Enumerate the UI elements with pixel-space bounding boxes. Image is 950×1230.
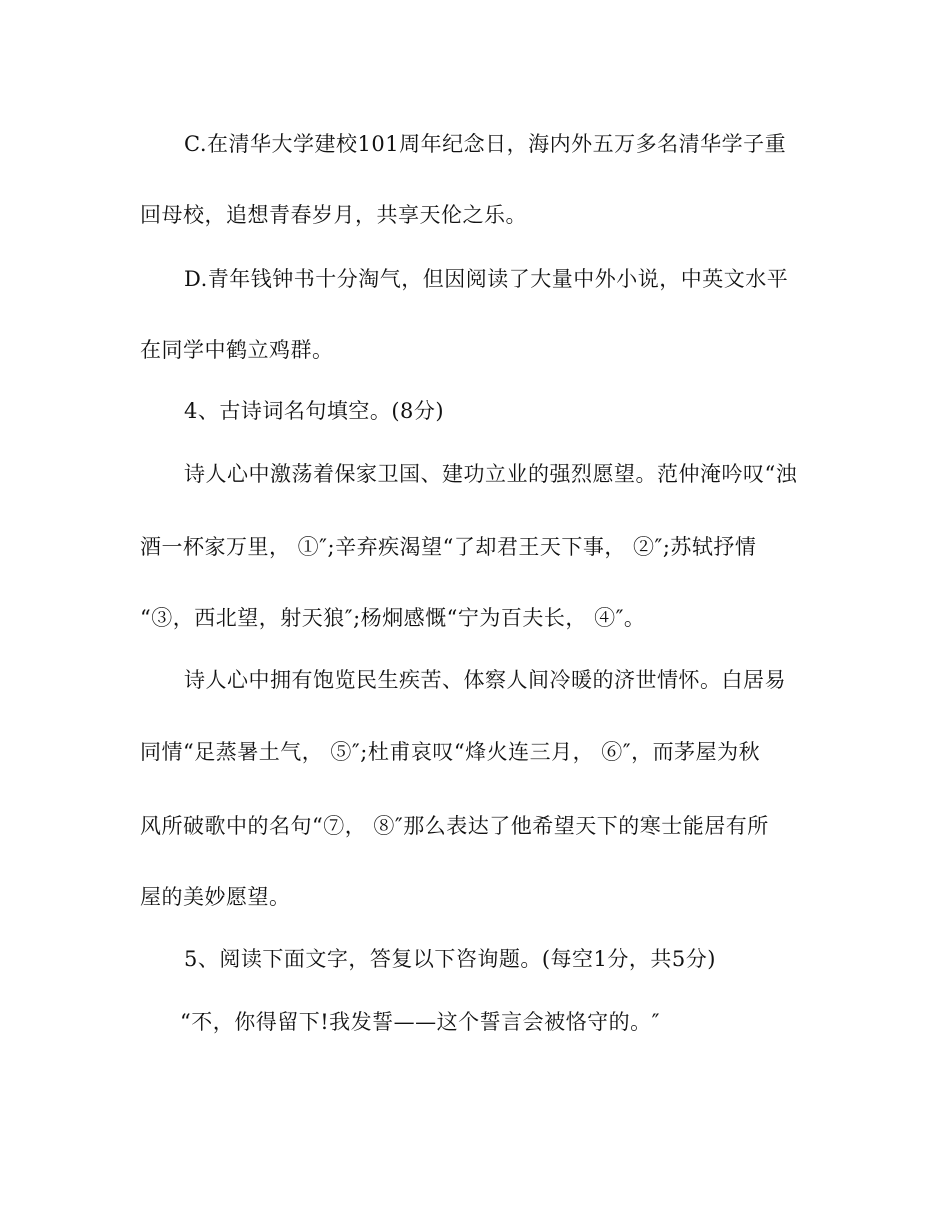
option-d-line-1: D.青年钱钟书十分淘气，但因阅读了大量中外小说，中英文水平	[184, 267, 789, 291]
question-4-paragraph-2-line-1: 诗人心中拥有饱览民生疾苦、体察人间冷暖的济世情怀。白居易	[184, 668, 786, 692]
question-4-paragraph-2-line-3: 风所破歌中的名句“⑦， ⑧″那么表达了他希望天下的寒士能居有所	[140, 814, 769, 838]
question-5-quote: “不，你得留下!我发誓——这个誓言会被恪守的。″	[180, 1010, 661, 1034]
option-c-line-1: C.在清华大学建校101周年纪念日，海内外五万多名清华学子重	[184, 132, 787, 156]
question-4-paragraph-2-line-4: 屋的美妙愿望。	[140, 885, 291, 909]
question-4-paragraph-2-line-2: 同情“足蒸暑土气， ⑤″;杜甫哀叹“烽火连三月， ⑥″，而茅屋为秋	[140, 740, 761, 764]
question-4-paragraph-1-line-1: 诗人心中激荡着保家卫国、建功立业的强烈愿望。范仲淹吟叹“浊	[184, 462, 798, 486]
question-4-paragraph-1-line-3: “③，西北望，射天狼″;杨炯感慨“宁为百夫长， ④″。	[140, 606, 646, 630]
question-5-title: 5、阅读下面文字，答复以下咨询题。(每空1分，共5分)	[184, 947, 716, 971]
question-4-title: 4、古诗词名句填空。(8分)	[184, 399, 445, 423]
option-c-line-2: 回母校，追想青春岁月，共享天伦之乐。	[140, 203, 527, 227]
option-d-line-2: 在同学中鹤立鸡群。	[140, 338, 334, 362]
question-4-paragraph-1-line-2: 酒一杯家万里， ①″;辛弃疾渴望“了却君王天下事， ②″;苏轼抒情	[140, 535, 757, 559]
